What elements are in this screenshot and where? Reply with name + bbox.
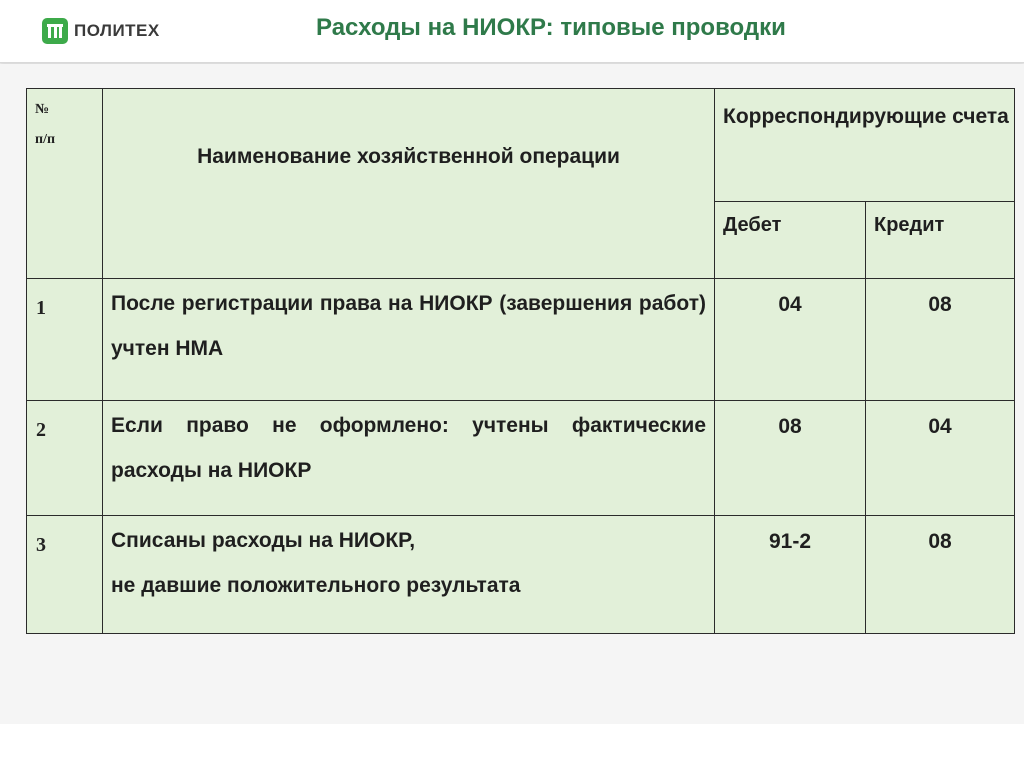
page-title: Расходы на НИОКР: типовые проводки [316,14,786,41]
logo-text: ПОЛИТЕХ [74,21,160,40]
operation-text [103,516,714,608]
table-row [27,279,1015,401]
col-num-header-line2: п/п [35,132,56,147]
row-number: 3 [36,534,46,556]
col-name-header: Наименование хозяйственной операции [197,145,620,168]
header-debit-cell [715,202,866,279]
col-credit-header: Кредит [874,214,945,236]
logo [42,16,160,46]
col-debit-header: Дебет [723,214,782,236]
footer-bar [0,724,1024,767]
operation-text-line2: не давшие положительного результата [111,574,521,597]
table-row [27,401,1015,516]
postings-table [26,88,1015,634]
debit-value: 91-2 [768,530,812,553]
header-credit-cell [866,202,1015,279]
table-header-row [27,89,1015,202]
debit-value: 04 [778,293,802,316]
header-name-cell [103,89,715,279]
credit-value: 04 [928,415,952,438]
header-accounts-cell [715,89,1015,202]
politeh-logo-icon [42,18,68,44]
row-number: 1 [36,297,46,319]
col-num-header [27,89,102,155]
debit-value: 08 [778,415,802,438]
credit-value: 08 [928,293,952,316]
credit-value: 08 [928,530,952,553]
header-num-cell [27,89,103,279]
header [0,0,1024,63]
col-accounts-header: Корреспондирующие счета [723,105,1009,128]
table-row [27,516,1015,634]
col-num-header-line1: № [35,102,50,117]
operation-text-line1: Списаны расходы на НИОКР, [111,529,416,552]
row-number: 2 [36,419,46,441]
operation-text: Если право не оформлено: учтены фактические расходы на НИОКР [111,414,706,482]
operation-text: После регистрации права на НИОКР (завершения работ) учтен НМА [111,292,706,360]
